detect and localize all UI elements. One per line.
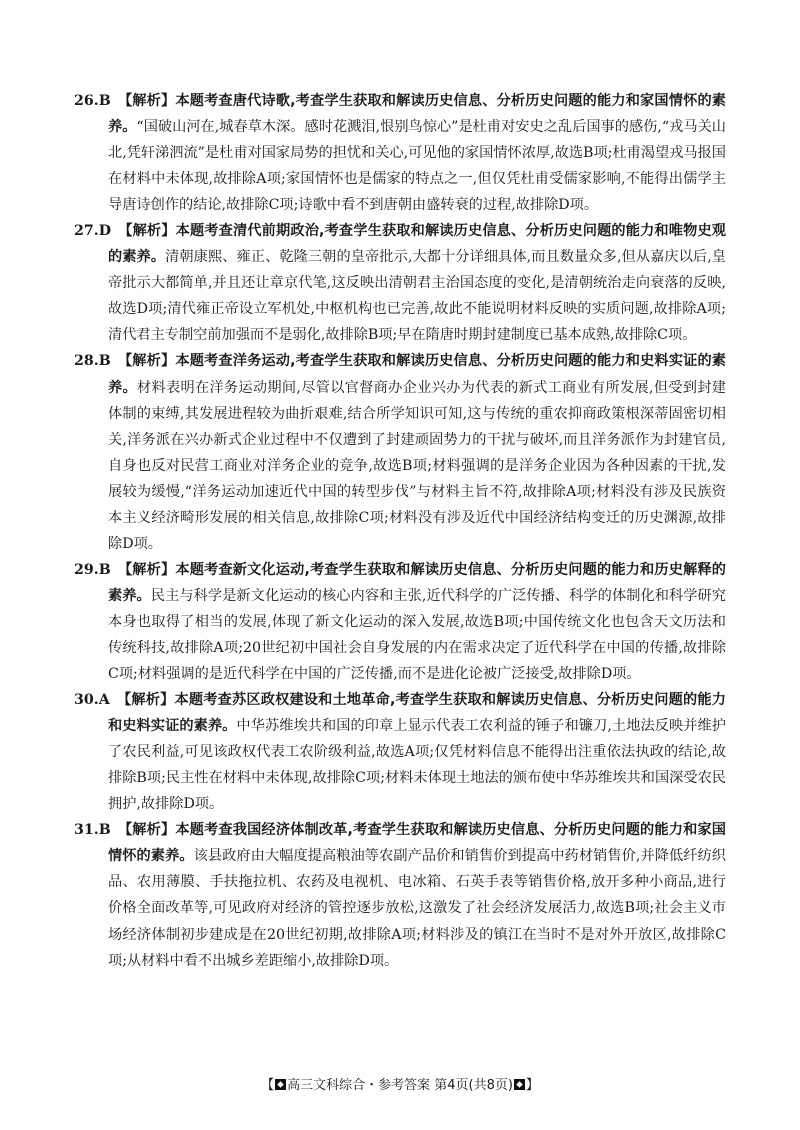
- footer-page-number: 第4页(共8页): [434, 1078, 513, 1093]
- answer-choice: A: [98, 692, 110, 709]
- analysis-tag: 【解析】: [117, 93, 176, 109]
- question-number: 27.: [74, 223, 99, 240]
- footer-title: 高三文科综合・参考答案: [287, 1078, 431, 1093]
- question-number: 28.: [74, 353, 99, 370]
- analysis-lead: 本题考查苏区政权建设和土地革命,考查学生获取和解读历史信息、分析历史问题的能力和史料实证的素养。: [108, 692, 726, 735]
- answer-choice: B: [98, 561, 111, 578]
- answer-item: [74, 687, 726, 817]
- analysis-body: 民主与科学是新文化运动的核心内容和主张,近代科学的广泛传播、科学的体制化和科学研究本身也取得了相当的发展,体现了新文化运动的深入发展,故选B项;中国传统文化也包含天文历法和传统科技,故排除A项;20世纪初中国社会自身发展的内在需求决定了近代科学在中国的传播,故排除C项;材料强调的是近代科学在中国的广泛传播,而不是进化论被广泛接受,故排除D项。: [108, 587, 726, 683]
- analysis-tag: 【解析】: [118, 223, 176, 240]
- question-number: 26.: [74, 93, 99, 109]
- analysis-lead: 本题考查清代前期政治,考查学生获取和解读历史信息、分析历史问题的能力和唯物史观的素养。: [108, 223, 726, 266]
- answer-choice: B: [98, 93, 111, 109]
- answer-item: [74, 88, 726, 218]
- answer-item: [74, 557, 726, 687]
- publisher-logo-icon: [514, 1079, 525, 1090]
- question-number: 31.: [74, 822, 99, 839]
- analysis-tag: 【解析】: [117, 353, 176, 370]
- footer-close-bracket: 】: [525, 1078, 539, 1093]
- page-footer: [0, 1077, 800, 1095]
- answer-item: [74, 348, 726, 556]
- question-number: 29.: [74, 561, 99, 578]
- analysis-body: 该县政府由大幅度提高粮油等农副产品价和销售价到提高中药材销售价,并降低纤纺织品、农用薄膜、手扶拖拉机、农药及电视机、电冰箱、石英手表等销售价格,放开多种小商品,进行价格全面改革等,可见政府对经济的管控逐步放松,这激发了社会经济发展活力,故选B项;社会主义市场经济体制初步建成是在20世纪初期,故排除A项;材料涉及的镇江在当时不是对外开放区,故排除C项;从材料中看不出城乡差距缩小,故排除D项。: [108, 848, 726, 969]
- analysis-lead: 本题考查唐代诗歌,考查学生获取和解读历史信息、分析历史问题的能力和家国情怀的素养。: [108, 93, 726, 136]
- footer-open-bracket: 【: [261, 1078, 275, 1093]
- answer-item: [74, 817, 726, 973]
- answer-choice: B: [98, 822, 111, 839]
- analysis-body: 中华苏维埃共和国的印章上显示代表工农利益的锤子和镰刀,土地法反映并维护了农民利益,可见该政权代表工农阶级利益,故选A项;仅凭材料信息不能得出注重依法执政的结论,故排除B项;民主性在材料中未体现,故排除C项;材料未体现土地法的颁布使中华苏维埃共和国深受农民拥护,故排除D项。: [108, 718, 726, 813]
- analysis-lead: 本题考查我国经济体制改革,考查学生获取和解读历史信息、分析历史问题的能力和家国情怀的素养。: [108, 822, 726, 865]
- analysis-tag: 【解析】: [117, 822, 176, 839]
- analysis-lead: 本题考查洋务运动,考查学生获取和解读历史信息、分析历史问题的能力和史料实证的素养。: [108, 353, 726, 396]
- analysis-lead: 本题考查新文化运动,考查学生获取和解读历史信息、分析历史问题的能力和历史解释的素养。: [108, 561, 726, 604]
- analysis-tag: 【解析】: [117, 561, 176, 578]
- publisher-logo-icon: [275, 1079, 286, 1090]
- answer-choice: D: [98, 223, 111, 240]
- analysis-body: 清朝康熙、雍正、乾隆三朝的皇帝批示,大都十分详细具体,而且数量众多,但从嘉庆以后,皇帝批示大都简单,并且还让章京代笔,这反映出清朝君主治国态度的变化,是清朝统治走向衰落的反映,故选D项;清代雍正帝设立军机处,中枢机构也已完善,故此不能说明材料反映的实质问题,故排除A项;清代君主专制空前加强而不是弱化,故排除B项;早在隋唐时期封建制度已基本成熟,故排除C项。: [108, 249, 726, 344]
- analysis-body: 材料表明在洋务运动期间,尽管以官督商办企业兴办为代表的新式工商业有所发展,但受到封建体制的束缚,其发展进程较为曲折艰难,结合所学知识可知,这与传统的重农抑商政策根深蒂固密切相关,洋务派在兴办新式企业过程中不仅遭到了封建顽固势力的干扰与破坏,而且洋务派作为封建官员,自身也反对民营工商业对洋务企业的竞争,故选B项;材料强调的是洋务企业因为各种因素的干扰,发展较为缓慢,“洋务运动加速近代中国的转型步伐”与材料主旨不符,故排除A项;材料没有涉及民族资本主义经济畸形发展的相关信息,故排除C项;材料没有涉及近代中国经济结构变迁的历史渊源,故排除D项。: [108, 379, 726, 552]
- answer-choice: B: [98, 353, 111, 370]
- question-number: 30.: [74, 692, 99, 709]
- answer-list: [74, 88, 726, 974]
- analysis-tag: 【解析】: [116, 692, 175, 709]
- answer-item: [74, 218, 726, 348]
- analysis-body: “国破山河在,城春草木深。感时花溅泪,恨别鸟惊心”是杜甫对安史之乱后国事的感伤,“戎马关山北,凭轩涕泗流”是杜甫对国家局势的担忧和关心,可见他的家国情怀浓厚,故选B项;杜甫渴望戎马报国在材料中未体现,故排除A项;家国情怀也是儒家的特点之一,但仅凭杜甫受儒家影响,不能得出儒学主导唐诗创作的结论,故排除C项;诗歌中看不到唐朝由盛转衰的过程,故排除D项。: [108, 119, 726, 214]
